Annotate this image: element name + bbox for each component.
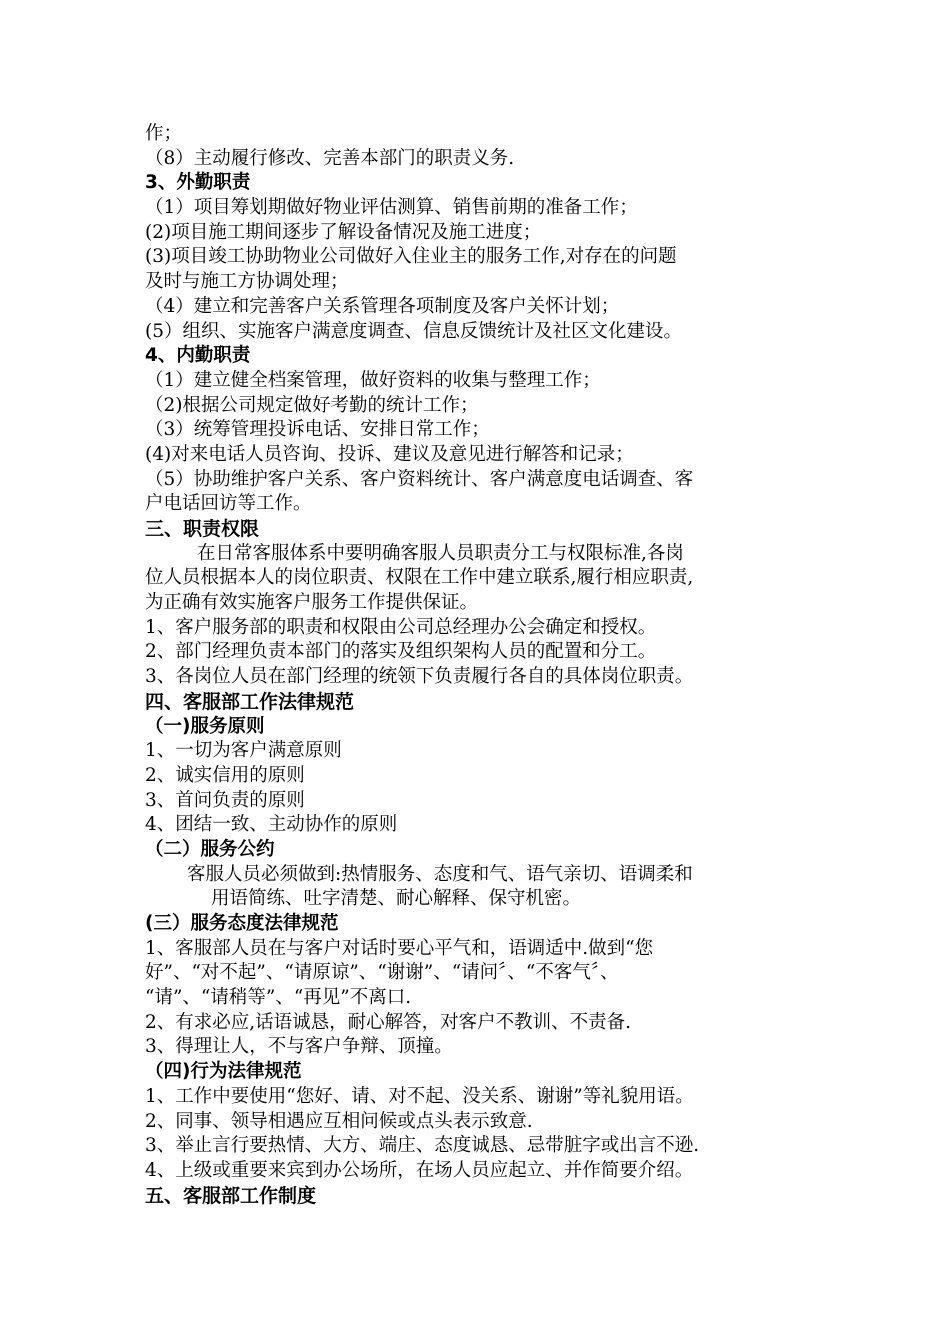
paragraph-line: 客服人员必须做到:热情服务、态度和气、语气亲切、语调柔和 <box>187 863 693 885</box>
paragraph-line: 用语简练、吐字清楚、耐心解释、保守机密。 <box>211 888 582 910</box>
text-line: （3）统筹管理投诉电话、安排日常工作； <box>145 419 490 441</box>
text-line: 4、上级或重要来宾到办公场所，在场人员应起立、并作简要介绍。 <box>145 1159 694 1181</box>
text-line: 3、各岗位人员在部门经理的统领下负责履行各自的具体岗位职责。 <box>145 666 694 688</box>
text-line: “请”、“请稍等”、“再见”不离口. <box>145 987 412 1009</box>
text-line: (5）组织、实施客户满意度调查、信息反馈统计及社区文化建设。 <box>145 320 682 342</box>
section-heading: 4、内勤职责 <box>145 345 251 367</box>
text-line: 1、客服部人员在与客户对话时要心平气和，语调适中.做到“您 <box>145 937 654 959</box>
text-line: 2、同事、领导相遇应互相问候或点头表示致意. <box>145 1110 533 1132</box>
text-line: （5）协助维护客户关系、客户资料统计、客户满意度电话调查、客 <box>145 468 694 490</box>
section-heading: 3、外勤职责 <box>145 172 251 194</box>
text-line: 户电话回访等工作。 <box>145 493 312 515</box>
text-line: (3)项目竣工协助物业公司做好入住业主的服务工作,对存在的问题 <box>145 246 677 268</box>
text-line: （1）项目筹划期做好物业评估测算、销售前期的准备工作； <box>145 197 638 219</box>
text-line: （4）建立和完善客户关系管理各项制度及客户关怀计划； <box>145 295 620 317</box>
section-heading: (三）服务态度法律规范 <box>145 913 339 934</box>
text-line: 3、得理让人，不与客户争辩、顶撞。 <box>145 1036 453 1058</box>
chapter-heading: 五、客服部工作制度 <box>145 1184 317 1207</box>
text-line: 4、团结一致、主动协作的原则 <box>145 814 398 836</box>
text-line: （1）建立健全档案管理，做好资料的收集与整理工作； <box>145 369 601 391</box>
section-heading: （四)行为法律规范 <box>145 1061 302 1083</box>
chapter-heading: 三、职责权限 <box>145 518 260 540</box>
text-line: 1、一切为客户满意原则 <box>145 740 342 762</box>
document-body <box>145 122 830 1208</box>
text-line: 2、诚实信用的原则 <box>145 764 305 786</box>
section-heading: （一)服务原则 <box>145 715 265 737</box>
text-line: 2、有求必应,话语诚恳，耐心解答，对客户不教训、不责备. <box>145 1011 632 1033</box>
text-line: (4)对来电话人员咨询、投诉、建议及意见进行解答和记录； <box>145 443 634 465</box>
text-line: 1、工作中要使用“您好、请、对不起、没关系、谢谢”等礼貌用语。 <box>145 1085 694 1107</box>
text-line: 3、首问负责的原则 <box>145 789 305 811</box>
text-line: 3、举止言行要热情、大方、端庄、态度诚恳、忌带脏字或出言不逊. <box>145 1135 700 1157</box>
chapter-heading: 四、客服部工作法律规范 <box>145 690 355 713</box>
text-line: 作； <box>145 123 183 144</box>
text-line: 2、部门经理负责本部门的落实及组织架构人员的配置和分工。 <box>145 641 657 663</box>
paragraph-line: 在日常客服体系中要明确客服人员职责分工与权限标准,各岗 <box>197 542 684 564</box>
text-line: 好”、“对不起”、“请原谅”、“谢谢”、“请问〞、“不客气〞、 <box>145 962 619 984</box>
text-line: 位人员根据本人的岗位职责、权限在工作中建立联系,履行相应职责, <box>145 567 694 589</box>
section-heading: （二）服务公约 <box>145 838 275 860</box>
text-line: （8）主动履行修改、完善本部门的职责义务. <box>145 147 515 169</box>
text-line: 为正确有效实施客户服务工作提供保证。 <box>145 592 479 614</box>
text-line: 及时与施工方协调处理； <box>145 271 349 293</box>
text-line: (2)项目施工期间逐步了解设备情况及施工进度； <box>145 221 542 243</box>
text-line: 1、客户服务部的职责和权限由公司总经理办公会确定和授权。 <box>145 616 657 638</box>
text-line: （2)根据公司规定做好考勤的统计工作； <box>145 394 479 416</box>
